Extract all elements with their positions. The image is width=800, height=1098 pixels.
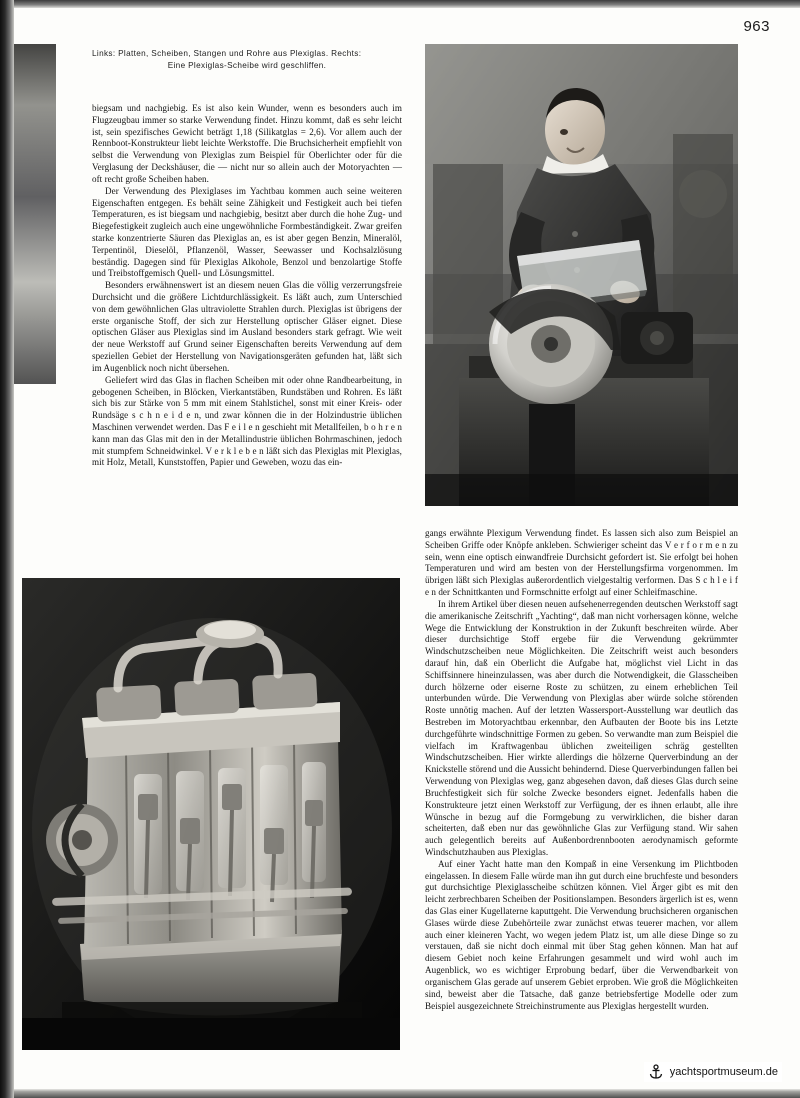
scan-edge-top xyxy=(0,0,800,8)
scan-edge-bottom xyxy=(14,1089,800,1098)
figure-caption-line-1: Links: Platten, Scheiben, Stangen und Rohre aus Plexiglas. Rechts: xyxy=(92,49,362,58)
paragraph-left-1: biegsam und nachgiebig. Es ist also kein Wunder, wenn es besonders auch im Flugzeugbau immer so starke Verwendung findet. Hinzu kommt, daß es sehr leicht ist, sein spezifisches Gewicht beträgt 1,18 (Silikatglas = 2,6). Vor allem auch der Rennboot-Konstrukteur liebt leichte Werkstoffe. Die Bruchsicherheit empfiehlt von selbst die Verwendung von Plexiglas zum Beispiel für Oberlichter oder für die Verglasung der Deckshäuser, die — nicht nur so allein auch der Motoryachten — oft recht große Scheiben haben. xyxy=(92,103,402,184)
watermark-badge xyxy=(644,1062,782,1082)
paragraph-left-2: Der Verwendung des Plexiglases im Yachtbau kommen auch seine weiteren Eigenschaften entgegen. Es behält seine Zähigkeit und Festigkeit auch bei tiefen Temperaturen, es ist biegsam und nachgiebig, besitzt aber durch die hohe Zug- und Biegefestigkeit zugleich auch eine ungewöhnliche Formbeständigkeit. Zwar greifen starke konzentrierte Säuren das Plexiglas an, es ist aber gegen Benzin, Mineralöl, Terpentinöl, Dieselöl, Pflanzenöl, Wasser, Seewasser und Kochsalzlösung beständig. Dagegen sind für Plexiglas Alkohole, Benzol und benzolartige Stoffe und Treibstoffgemisch Quell- und Lösungsmittel. xyxy=(92,185,402,279)
photo-grinding-plexiglas-disc xyxy=(425,44,738,506)
watermark-text: yachtsportmuseum.de xyxy=(669,1066,778,1078)
anchor-icon xyxy=(648,1064,664,1080)
photo-grinding-illustration xyxy=(425,44,738,506)
body-text-column-left xyxy=(92,103,402,469)
page-edge-photo-strip xyxy=(14,44,56,384)
paragraph-left-4: Geliefert wird das Glas in flachen Scheiben mit oder ohne Randbearbeitung, in gebogenen Scheiben, in Blöcken, Vierkantstäben, Rundstäben und Rohren. Es läßt sich bis zur Stärke von 5 mm mit einem Stahlstichel, sonst mit einer Kreis- oder Rundsäge s c h n e i d e n, und zwar können die in der Holzindustrie üblichen Maschinen verwendet werden. Das F e i l e n geschieht mit Metallfeilen, b o h r e n kann man das Glas mit den in der Metallindustrie üblichen Bohrmaschinen, jedoch mit stumpfem Schneidwinkel. V e r k l e b e n läßt sich das Plexiglas mit Plexiglas, mit Holz, Metall, Kunststoffen, Papier und Geweben, wozu das ein- xyxy=(92,374,402,468)
paragraph-right-1: gangs erwähnte Plexigum Verwendung findet. Es lassen sich also zum Beispiel an Scheiben Griffe oder Knöpfe ankleben. Schwieriger scheint das V e r f o r m e n zu sein, wenn eine optisch einwandfreie Durchsicht gefordert ist. Sie erfolgt bei hohen Temperaturen und wird am besten von der Herstellungsfirma vorgenommen. Im übrigen läßt sich Plexiglas außerordentlich vielgestaltig verformen. Das S c h l e i f e n der Schnittkanten und Formschnitte erfolgt auf einer Schleifmaschine. xyxy=(425,528,738,598)
photo-engine-plexiglas-parts xyxy=(22,578,400,1050)
figure-caption-line-2: Eine Plexiglas-Scheibe wird geschliffen. xyxy=(167,60,327,70)
paragraph-right-3: Auf einer Yacht hatte man den Kompaß in eine Versenkung im Plichtboden eingelassen. In diesem Falle würde man ihn gut durch eine bruchfeste und besonders gut durchsichtige Plexiglasscheibe schützen können. Viel Ärger gibt es mit den leicht zerbrechbaren Scheiben der Positionslampen. Besonders ärgerlich ist es, wenn das Glas einer Kugellaterne kaputtgeht. Die Verwendung bruchsicheren organischen Glases würde diese Zubehörteile zwar zunächst etwas teuerer machen, vor allem auch einer kleineren Yacht, wo wegen jedem Platz ist, um alle diese Dinge so zu verstauen, daß sie nicht doch einmal mit über Stag gehen können. Man hat auf diesem Gebiet noch keine Erfahrungen gesammelt und wird wohl auch im Augenblick, wo es wichtiger Erprobung bedarf, über die Verwendbarkeit von organischem Glas gerade auf unserem Gebiet erproben. Wie groß die Möglichkeiten sind, beweist aber die Tatsache, daß ganze betriebsfertige Modelle oder zum Beispiel ausgezeichnete Streichinstrumente aus Plexiglas hergestellt wurden. xyxy=(425,858,738,1011)
anchor-icon-svg xyxy=(648,1064,664,1080)
figure-caption xyxy=(92,48,402,72)
photo-engine-illustration xyxy=(22,578,400,1050)
paragraph-right-2: In ihrem Artikel über diesen neuen aufsehenerregenden deutschen Werkstoff sagt die amerikanische Zeitschrift „Yachting“, daß man nicht vorhersagen könne, welche Wege die Entwicklung der Konstruktion in der Zukunft beschreiten würde. Aber dieser durchsichtige Stoff ergebe für die Verwendung gekrümmter Windschutzscheiben neue Möglichkeiten. Die Zeitschrift weist auch besonders darauf hin, daß ein Oberlicht die Aufgabe hat, möglichst viel Licht in das Schiffsinnere hineinzulassen, was aber durch die Notwendigkeit, die Glasscheiben durch hölzerne oder eiserne Roste zu schützen, zu einem erheblichen Teil unterbunden würde. Die Verwendung von Plexiglas aber würde solche störenden Roste unnötig machen. Auf der letzten Wassersport-Ausstellung war deutlich das Bestreben im Motoryachtbau erkennbar, den Aufbauten der Boote bis ins Letzte durchgeführte windschnittige Formen zu geben. So verwandte man zum Beispiel die vielfach im Kraftwagenbau üblichen zweiteiligen schräg gestellten Windschutzscheiben. Hier wirkte allerdings die hölzerne Querverbindung an der Knickstelle störend und die Aussicht behindernd. Diese Querverbindungen fallen bei Verwendung von Plexiglas weg, ganz abgesehen davon, daß dieses Glas durch seine Bruchfestigkeit sich für solche Zwecke besonders eignet. Jedenfalls haben die Konstrukteure jetzt einen Werkstoff zur Verfügung, der es ihnen erlaubt, alle ihre Wünsche in bezug auf die Formgebung zu verwirklichen, die bisher daran scheiterten, daß eben nur das gewöhnliche Glas zur Verfügung stand. Wir sahen auch gelegentlich bereits auf Außenbordrennbooten aerodynamisch geformte Windschutzhauben aus Plexiglas. xyxy=(425,598,738,857)
body-text-column-right xyxy=(425,528,738,1012)
page-number: 963 xyxy=(743,18,770,35)
scan-edge-left xyxy=(0,0,14,1098)
paragraph-left-3: Besonders erwähnenswert ist an diesem neuen Glas die völlig verzerrungsfreie Durchsicht und die größere Lichtdurchlässigkeit. Es läßt auch, zum Unterschied von dem gewöhnlichen Glas ultraviolette Strahlen durch. Plexiglas ist übrigens der erste organische Stoff, der sich zur Herstellung optischer Gläser eignet. Diese optischen Gläser aus Plexiglas sind im Ausland besonders stark gefragt. Wie weit der neue Werkstoff auf Grund seiner Eigenschaften bereits Verwendung auf dem speziellen Gebiet der Herstellung von Navigationsgeräten gefunden hat, läßt sich im Augenblick noch nicht übersehen. xyxy=(92,280,402,373)
